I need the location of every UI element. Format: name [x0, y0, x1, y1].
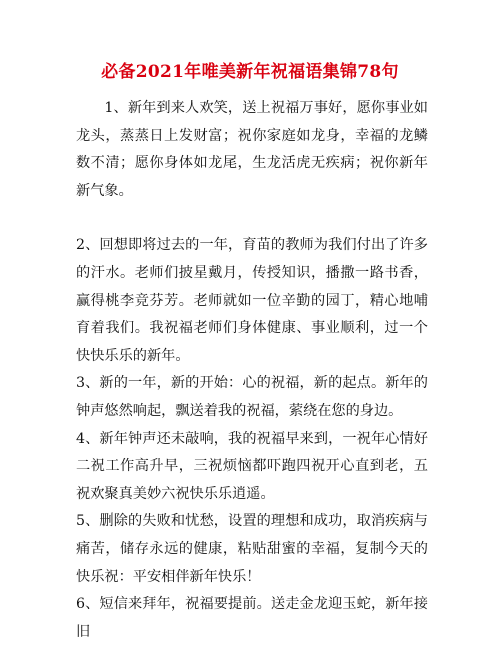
paragraph-2: 2、回想即将过去的一年，育苗的教师为我们付出了许多的汗水。老师们披星戴月，传授知识，播撒一路书香，赢得桃李竞芬芳。老师就如一位辛勤的园丁，精心地哺育着我们。我祝福老师们身体健康、事业顺利，过一个快快乐乐的新年。 — [76, 237, 428, 364]
document-title: 必备2021年唯美新年祝福语集锦78句 — [101, 62, 399, 82]
paragraph-3: 3、新的一年，新的开始：心的祝福，新的起点。新年的钟声悠然响起，飘送着我的祝福，萦绕在您的身边。 — [76, 375, 428, 419]
paragraph-1: 1、新年到来人欢笑，送上祝福万事好，愿你事业如龙头，蒸蒸日上发财富；祝你家庭如龙身，幸福的龙鳞数不清；愿你身体如龙尾，生龙活虎无疾病；祝你新年新气象。 — [76, 100, 428, 199]
paragraph-4: 4、新年钟声还未敲响，我的祝福早来到，一祝年心情好二祝工作高升早，三祝烦恼都吓跑四祝开心直到老，五祝欢聚真美妙六祝快乐乐逍遥。 — [76, 430, 428, 502]
paragraph-spacer — [76, 205, 428, 232]
paragraph-5: 5、删除的失败和忧愁，设置的理想和成功，取消疾病与痛苦，储存永远的健康，粘贴甜蜜的幸福，复制今天的快乐祝：平安相伴新年快乐！ — [76, 513, 428, 585]
paragraph-6: 6、短信来拜年，祝福要提前。送走金龙迎玉蛇，新年接旧 — [76, 596, 428, 640]
document-body — [76, 95, 428, 646]
